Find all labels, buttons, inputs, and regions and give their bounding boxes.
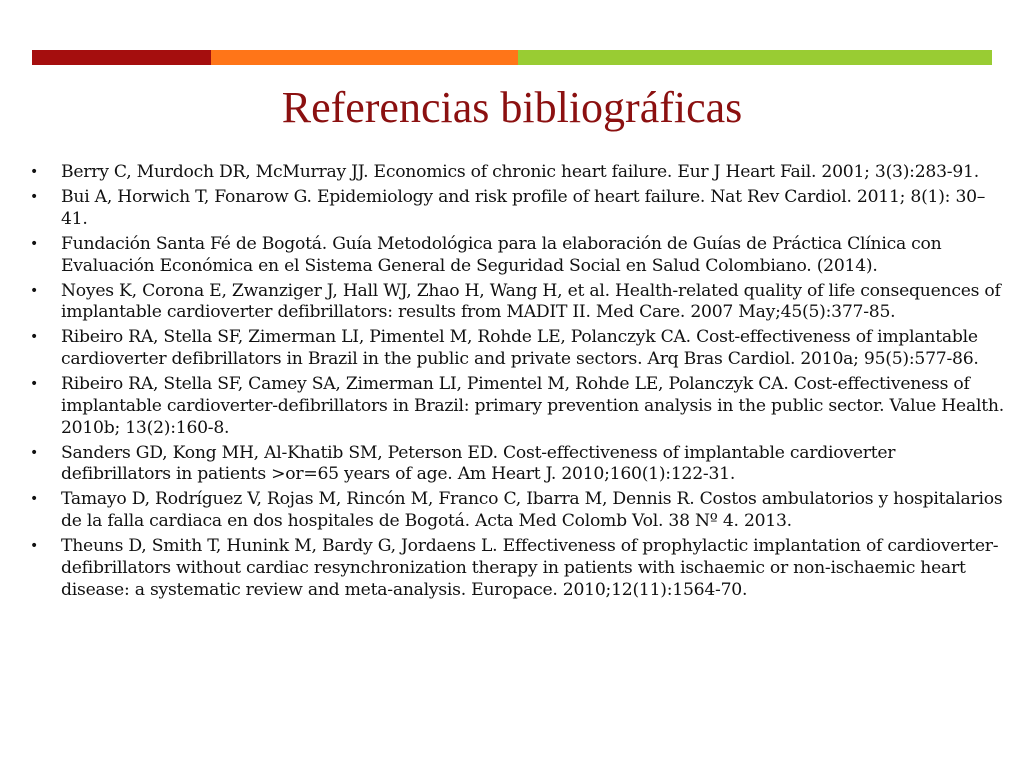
bullet-icon: • [30, 282, 39, 299]
reference-item [30, 536, 1005, 601]
reference-item [30, 489, 1005, 533]
bullet-icon: • [30, 491, 39, 508]
reference-item [30, 162, 1005, 184]
reference-text: Tamayo D, Rodríguez V, Rojas M, Rincón M, Franco C, Ibarra M, Dennis R. Costos ambulatorios y hospitalarios de la falla cardiaca en dos hospitales de Bogotá. Acta Med Colomb Vol. 38 Nº 4. 2013. [61, 489, 1003, 532]
bullet-icon: • [30, 329, 39, 346]
reference-item [30, 327, 1005, 371]
bullet-icon: • [30, 235, 39, 252]
reference-list [30, 162, 1005, 605]
bullet-icon: • [30, 538, 39, 555]
reference-item [30, 187, 1005, 231]
reference-item [30, 281, 1005, 325]
bullet-icon: • [30, 444, 39, 461]
reference-item [30, 234, 1005, 278]
reference-text: Sanders GD, Kong MH, Al-Khatib SM, Peterson ED. Cost-effectiveness of implantable cardioverter defibrillators in patients >or=65 years of age. Am Heart J. 2010;160(1):122-31. [61, 442, 896, 485]
reference-item [30, 443, 1005, 487]
reference-text: Ribeiro RA, Stella SF, Zimerman LI, Pimentel M, Rohde LE, Polanczyk CA. Cost-effectiveness of implantable cardioverter defibrillators in Brazil in the public and private sectors. Arq Bras Cardiol. 2010a; 95(5):577-86. [61, 327, 979, 370]
reference-text: Bui A, Horwich T, Fonarow G. Epidemiology and risk profile of heart failure. Nat Rev Cardiol. 2011; 8(1): 30–41. [61, 186, 986, 229]
reference-text: Noyes K, Corona E, Zwanziger J, Hall WJ, Zhao H, Wang H, et al. Health-related quality of life consequences of implantable cardioverter defibrillators: results from MADIT II. Med Care. 2007 May;45(5):377-85. [61, 280, 1001, 323]
reference-item [30, 374, 1005, 439]
reference-text: Fundación Santa Fé de Bogotá. Guía Metodológica para la elaboración de Guías de Práctica Clínica con Evaluación Económica en el Sistema General de Seguridad Social en Salud Colombiano. (2014). [61, 233, 942, 276]
color-bar-red-segment [32, 50, 211, 65]
bullet-icon: • [30, 376, 39, 393]
slide-title: Referencias bibliográficas [281, 83, 743, 132]
reference-text: Theuns D, Smith T, Hunink M, Bardy G, Jordaens L. Effectiveness of prophylactic implantation of cardioverter-defibrillators without cardiac resynchronization therapy in patients with ischaemic or non-ischaemic heart disease: a systematic review and meta-analysis. Europace. 2010;12(11):1564-70. [61, 536, 999, 600]
color-bar-green-segment [518, 50, 992, 65]
bullet-icon: • [30, 188, 39, 205]
decorative-color-bar [32, 50, 992, 65]
reference-text: Ribeiro RA, Stella SF, Camey SA, Zimerman LI, Pimentel M, Rohde LE, Polanczyk CA. Cost-effectiveness of implantable cardioverter-defibrillators in Brazil: primary prevention analysis in the public sector. Value Health. 2010b; 13(2):160-8. [61, 374, 1004, 438]
reference-text: Berry C, Murdoch DR, McMurray JJ. Economics of chronic heart failure. Eur J Heart Fail. 2001; 3(3):283-91. [61, 162, 979, 182]
bullet-icon: • [30, 164, 39, 180]
color-bar-orange-segment [211, 50, 518, 65]
